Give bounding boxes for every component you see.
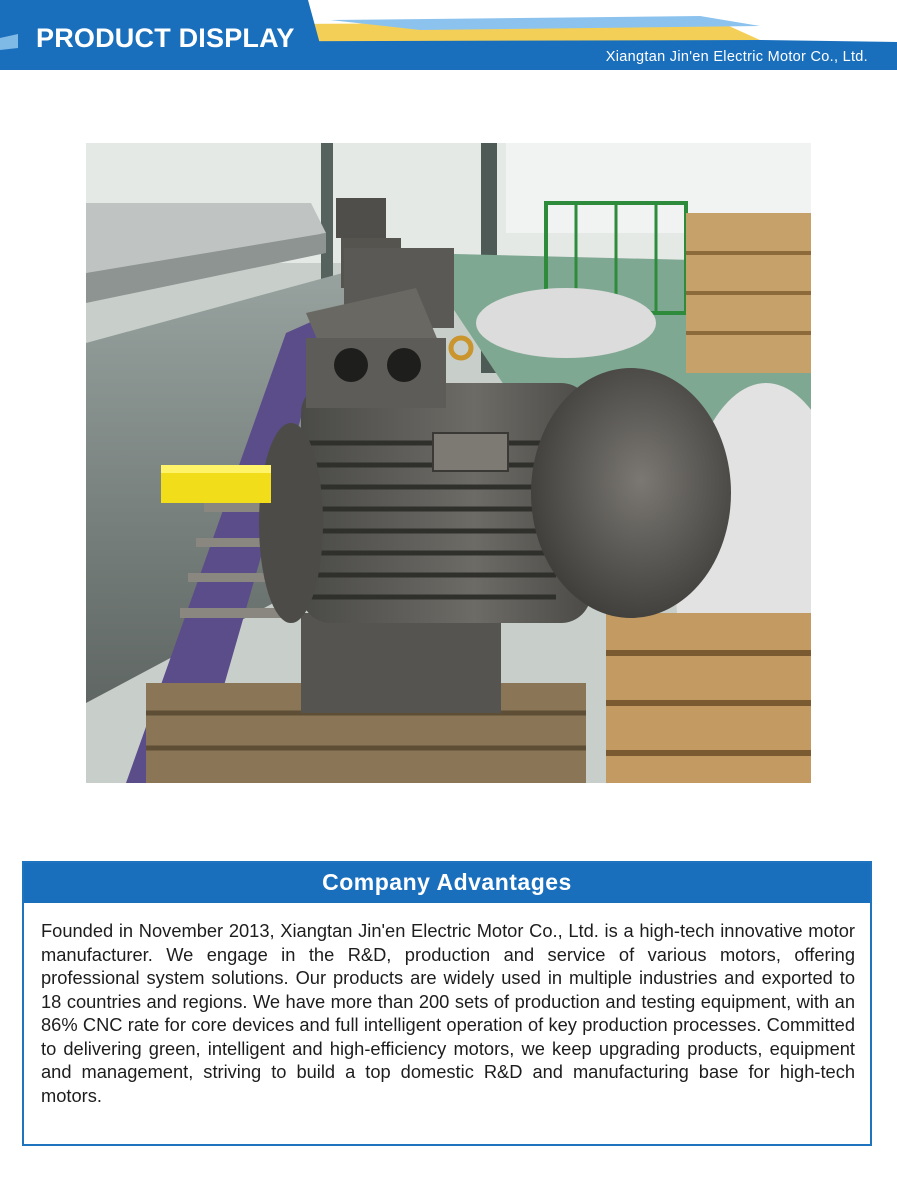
electric-motor-image <box>86 143 811 783</box>
product-photo <box>86 143 811 783</box>
page-title: PRODUCT DISPLAY <box>36 23 295 53</box>
advantages-title: Company Advantages <box>322 869 572 895</box>
advantages-body: Founded in November 2013, Xiangtan Jin'en Electric Motor Co., Ltd. is a high-tech innovative motor manufacturer. We engage in the R&D, production and service of various motors, offering professional system solutions. Our products are widely used in multiple industries and exported to 18 countries and regions. We have more than 200 sets of production and testing equipment, with an 86% CNC rate for core devices and full intelligent operation of key production processes. Committed to delivering green, intelligent and high-efficiency motors, we keep upgrading products, equipment and management, striving to build a top domestic R&D and manufacturing base for high-tech motors. <box>41 920 855 1106</box>
company-advantages-card <box>22 861 872 1146</box>
advantages-header <box>24 863 870 903</box>
header-banner <box>0 0 897 80</box>
company-name: Xiangtan Jin'en Electric Motor Co., Ltd. <box>605 49 868 65</box>
